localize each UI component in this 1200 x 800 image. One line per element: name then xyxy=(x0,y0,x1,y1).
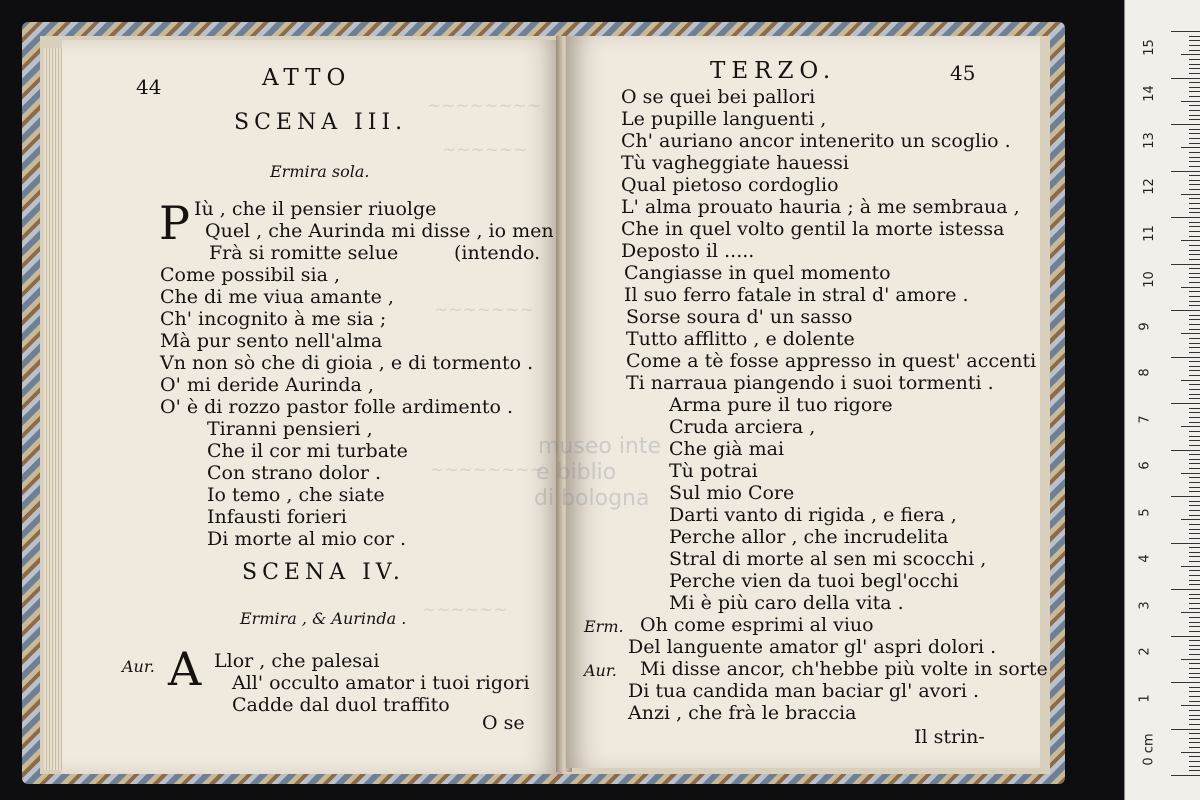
ruler-tick xyxy=(1189,645,1200,646)
ruler-tick xyxy=(1189,301,1200,302)
ruler-tick xyxy=(1189,594,1200,595)
ruler-tick xyxy=(1181,147,1200,148)
watermark-line: museo inte xyxy=(538,434,662,459)
verse-line: Cangiasse in quel momento xyxy=(624,262,891,284)
ruler-tick xyxy=(1189,626,1200,627)
ruler-tick xyxy=(1189,189,1200,190)
ruler-tick xyxy=(1189,445,1200,446)
verse-line: Perche allor , che incrudelita xyxy=(669,526,949,548)
ruler-tick xyxy=(1189,82,1200,83)
ruler-tick xyxy=(1189,394,1200,395)
ruler-tick xyxy=(1189,236,1200,237)
ruler-number: 3 xyxy=(1137,601,1153,610)
ruler-tick xyxy=(1189,91,1200,92)
ruler-tick xyxy=(1189,105,1200,106)
ruler-tick xyxy=(1189,431,1200,432)
ruler-tick xyxy=(1181,426,1200,427)
measuring-ruler xyxy=(1124,0,1200,800)
ruler-tick xyxy=(1189,343,1200,344)
verse-line: Qual pietoso cordoglio xyxy=(621,174,839,196)
catchword: O se xyxy=(482,712,525,734)
verse-line: Le pupille languenti , xyxy=(621,108,827,130)
ruler-tick xyxy=(1189,68,1200,69)
ruler-tick xyxy=(1189,347,1200,348)
ruler-tick xyxy=(1189,180,1200,181)
speaker-note: Ermira sola. xyxy=(270,162,370,181)
ruler-tick xyxy=(1189,361,1200,362)
ruler-tick xyxy=(1189,254,1200,255)
ruler-tick xyxy=(1171,775,1200,776)
verse-line: Cruda arciera , xyxy=(669,416,816,438)
ruler-tick xyxy=(1189,770,1200,771)
ruler-tick xyxy=(1189,603,1200,604)
ruler-tick xyxy=(1189,324,1200,325)
verse-line: O' è di rozzo pastor folle ardimento . xyxy=(160,396,514,418)
scene-title: SCENA IV. xyxy=(242,560,405,585)
verse-line: Ch' incognito à me sia ; xyxy=(160,308,387,330)
ruler-tick xyxy=(1189,175,1200,176)
verse-line: Iù , che il pensier riuolge xyxy=(194,198,437,220)
ruler-tick xyxy=(1189,110,1200,111)
ruler-tick xyxy=(1189,212,1200,213)
ruler-tick xyxy=(1189,673,1200,674)
verse-line: Come possibil sia , xyxy=(160,264,341,286)
speaker-abbr: Aur. xyxy=(122,657,155,676)
ruler-tick xyxy=(1189,552,1200,553)
ruler-tick xyxy=(1181,473,1200,474)
ruler-tick xyxy=(1189,96,1200,97)
verse-line: Mà pur sento nell'alma xyxy=(160,330,383,352)
ruler-tick xyxy=(1181,194,1200,195)
verse-line: Come a tè fosse appresso in quest' accenti xyxy=(626,350,1037,372)
verse-line: Infausti forieri xyxy=(207,506,347,528)
ruler-tick xyxy=(1181,380,1200,381)
verse-line: Quel , che Aurinda mi disse , io men xyxy=(205,220,554,242)
ruler-tick xyxy=(1189,701,1200,702)
ruler-tick xyxy=(1189,222,1200,223)
ruler-tick xyxy=(1189,742,1200,743)
ruler-tick xyxy=(1181,566,1200,567)
ruler-tick xyxy=(1189,389,1200,390)
verse-line: Llor , che palesai xyxy=(214,650,380,672)
verse-line: Che di me viua amante , xyxy=(160,286,394,308)
ruler-tick xyxy=(1189,73,1200,74)
ruler-tick xyxy=(1181,101,1200,102)
ruler-tick xyxy=(1189,208,1200,209)
verse-line: Del languente amator gl' aspri dolori . xyxy=(628,636,997,658)
ruler-tick xyxy=(1181,287,1200,288)
ruler-tick xyxy=(1171,124,1200,125)
ruler-tick xyxy=(1171,78,1200,79)
ruler-tick xyxy=(1189,761,1200,762)
ruler-tick xyxy=(1189,45,1200,46)
ruler-tick xyxy=(1189,375,1200,376)
ruler-tick xyxy=(1189,570,1200,571)
watermark-line: e biblio xyxy=(536,460,617,485)
ruler-tick xyxy=(1189,282,1200,283)
ruler-tick xyxy=(1189,268,1200,269)
ruler-tick xyxy=(1181,333,1200,334)
ruler-tick xyxy=(1189,319,1200,320)
ruler-tick xyxy=(1189,677,1200,678)
ruler-tick xyxy=(1171,543,1200,544)
ruler-tick xyxy=(1189,584,1200,585)
verse-line: Anzi , che frà le braccia xyxy=(628,702,857,724)
verse-line: Che in quel volto gentil la morte istessa xyxy=(621,218,1005,240)
verse-line: O se quei bei pallori xyxy=(621,86,816,108)
ruler-number: 15 xyxy=(1141,39,1157,56)
ruler-tick xyxy=(1189,468,1200,469)
ruler-tick xyxy=(1189,482,1200,483)
ruler-tick xyxy=(1181,705,1200,706)
verse-line: Mi disse ancor, ch'hebbe più volte in sorte xyxy=(640,658,1048,680)
ruler-tick xyxy=(1189,538,1200,539)
verse-line: Tiranni pensieri , xyxy=(207,418,373,440)
ruler-number: 1 xyxy=(1137,694,1153,703)
ruler-tick xyxy=(1189,510,1200,511)
ruler-tick xyxy=(1189,231,1200,232)
ruler-tick xyxy=(1189,166,1200,167)
verse-line: Vn non sò che di gioia , e di tormento . xyxy=(160,352,534,374)
ruler-tick xyxy=(1189,384,1200,385)
ruler-tick xyxy=(1189,561,1200,562)
ruler-tick xyxy=(1189,668,1200,669)
verse-line: Ti narraua piangendo i suoi tormenti . xyxy=(626,372,994,394)
verse-line: Deposto il ..... xyxy=(621,240,755,262)
ruler-tick xyxy=(1189,649,1200,650)
ruler-tick xyxy=(1189,296,1200,297)
ruler-tick xyxy=(1189,598,1200,599)
ruler-tick xyxy=(1181,659,1200,660)
verse-line: Oh come esprimi al viuo xyxy=(640,614,874,636)
ruler-tick xyxy=(1171,171,1200,172)
verse-line: O' mi deride Aurinda , xyxy=(160,374,374,396)
ruler-tick xyxy=(1189,157,1200,158)
ruler-tick xyxy=(1171,31,1200,32)
verse-line: Di morte al mio cor . xyxy=(207,528,407,550)
ruler-tick xyxy=(1171,403,1200,404)
ruler-tick xyxy=(1189,315,1200,316)
verse-line: Ch' auriano ancor intenerito un scoglio . xyxy=(621,130,1011,152)
verse-line: Che il cor mi turbate xyxy=(207,440,408,462)
ruler-tick xyxy=(1189,129,1200,130)
verse-line: Con strano dolor . xyxy=(207,462,382,484)
ruler-tick xyxy=(1189,696,1200,697)
ruler-tick xyxy=(1189,115,1200,116)
ruler-tick xyxy=(1181,612,1200,613)
ruler-tick xyxy=(1189,138,1200,139)
ruler-tick xyxy=(1189,747,1200,748)
ruler-tick xyxy=(1189,338,1200,339)
running-head-right: TERZO. xyxy=(710,58,837,84)
ruler-tick xyxy=(1171,496,1200,497)
ruler-number: 10 xyxy=(1141,271,1157,288)
ruler-tick xyxy=(1189,161,1200,162)
verse-line: Tù vagheggiate hauessi xyxy=(621,152,849,174)
ruler-number: 4 xyxy=(1137,554,1153,563)
verse-line: Arma pure il tuo rigore xyxy=(669,394,893,416)
ruler-tick xyxy=(1171,450,1200,451)
ruler-tick xyxy=(1181,519,1200,520)
ruler-tick xyxy=(1189,277,1200,278)
ruler-tick xyxy=(1189,524,1200,525)
ruler-tick xyxy=(1171,217,1200,218)
ruler-tick xyxy=(1189,259,1200,260)
ruler-tick xyxy=(1189,398,1200,399)
ruler-tick xyxy=(1189,417,1200,418)
ruler-tick xyxy=(1189,501,1200,502)
verse-line: Che già mai xyxy=(669,438,785,460)
page-number-right: 45 xyxy=(950,61,976,85)
ruler-tick xyxy=(1189,505,1200,506)
ruler-tick xyxy=(1189,756,1200,757)
speaker-abbr: Erm. xyxy=(584,617,624,636)
ruler-tick xyxy=(1189,226,1200,227)
ruler-tick xyxy=(1189,529,1200,530)
left-page: ~~~~~~~~ ~~~~~~ ~~~~~~~ ~~~~~~~~ ~~~~~~ 44 ATTO SCENA III. Ermira sola. P Iù , che il pensier riuolge Quel , che Aurinda mi disse , io men Frà si romitte selue (intendo. Come possibil sia , Che di me viua amante , Ch' incognito à me sia ; Mà pur sento nell'alma Vn non sò che di gioia , e di tormento . O' mi deride Aurinda , O' è di rozzo pastor folle ardimento . Tiranni pensieri , Che il cor mi turbate Con strano dolor . Io temo , che siate Infausti forieri Di morte al mio cor . SCENA IV. Ermira , & Aurinda . Aur. A Llor , che palesai All' occulto amator i tuoi rigori Cadde dal duol traffito O se xyxy=(62,40,562,774)
drop-cap: P xyxy=(159,196,190,250)
ruler-tick xyxy=(1189,133,1200,134)
verse-line: Di tua candida man baciar gl' avori . xyxy=(628,680,980,702)
ruler-tick xyxy=(1189,738,1200,739)
ruler-tick xyxy=(1189,515,1200,516)
running-head-left: ATTO xyxy=(262,65,352,91)
ruler-tick xyxy=(1171,729,1200,730)
ruler-tick xyxy=(1189,719,1200,720)
ruler-tick xyxy=(1189,631,1200,632)
ruler-tick xyxy=(1189,329,1200,330)
ruler-tick xyxy=(1171,357,1200,358)
ruler-tick xyxy=(1189,580,1200,581)
ruler-tick xyxy=(1189,454,1200,455)
ruler-tick xyxy=(1189,291,1200,292)
drop-cap: A xyxy=(168,642,202,696)
ruler-tick xyxy=(1189,733,1200,734)
ruler-tick xyxy=(1189,575,1200,576)
ruler-tick xyxy=(1189,36,1200,37)
ruler-number: 2 xyxy=(1137,647,1153,656)
ruler-tick xyxy=(1189,533,1200,534)
ruler-tick xyxy=(1171,264,1200,265)
speaker-note: Ermira , & Aurinda . xyxy=(240,609,407,628)
ruler-tick xyxy=(1189,352,1200,353)
ruler-tick xyxy=(1189,463,1200,464)
verse-line: (intendo. xyxy=(454,242,541,264)
page-number-left: 44 xyxy=(136,75,162,99)
ruler-tick xyxy=(1189,687,1200,688)
speaker-abbr: Aur. xyxy=(584,661,617,680)
ruler-number: 11 xyxy=(1141,225,1157,242)
ruler-tick xyxy=(1181,54,1200,55)
ruler-tick xyxy=(1189,724,1200,725)
ruler-tick xyxy=(1189,691,1200,692)
ruler-tick xyxy=(1189,556,1200,557)
ruler-tick xyxy=(1189,50,1200,51)
catchword: Il strin- xyxy=(914,726,985,748)
ruler-tick xyxy=(1171,589,1200,590)
verse-line: Cadde dal duol traffito xyxy=(232,694,450,716)
ruler-tick xyxy=(1171,682,1200,683)
ruler-tick xyxy=(1189,440,1200,441)
ruler-tick xyxy=(1189,119,1200,120)
verse-line: Darti vanto di rigida , e fiera , xyxy=(669,504,957,526)
ruler-tick xyxy=(1189,491,1200,492)
ruler-tick xyxy=(1189,547,1200,548)
ruler-tick xyxy=(1189,203,1200,204)
ruler-tick xyxy=(1189,477,1200,478)
ruler-tick xyxy=(1189,766,1200,767)
ruler-tick xyxy=(1189,366,1200,367)
ruler-tick xyxy=(1189,250,1200,251)
scene-title: SCENA III. xyxy=(234,110,408,135)
verse-line: Sorse soura d' un sasso xyxy=(626,306,853,328)
ruler-tick xyxy=(1171,310,1200,311)
ruler-number: 7 xyxy=(1137,415,1153,424)
ruler-tick xyxy=(1189,87,1200,88)
watermark-line: di bologna xyxy=(534,486,650,511)
ruler-number: 0 cm xyxy=(1141,733,1157,766)
verse-line: Stral di morte al sen mi scocchi , xyxy=(669,548,987,570)
ruler-tick xyxy=(1189,663,1200,664)
ruler-tick xyxy=(1189,412,1200,413)
verse-line: Sul mio Core xyxy=(669,482,795,504)
ruler-tick xyxy=(1189,59,1200,60)
ruler-tick xyxy=(1189,715,1200,716)
ruler-tick xyxy=(1189,422,1200,423)
ruler-tick xyxy=(1189,622,1200,623)
ruler-tick xyxy=(1189,370,1200,371)
ruler-number: 14 xyxy=(1141,85,1157,102)
ruler-tick xyxy=(1189,152,1200,153)
ruler-tick xyxy=(1189,198,1200,199)
ruler-number: 8 xyxy=(1137,368,1153,377)
verse-line: Il suo ferro fatale in stral d' amore . xyxy=(624,284,969,306)
ruler-tick xyxy=(1181,240,1200,241)
verse-line: All' occulto amator i tuoi rigori xyxy=(232,672,530,694)
verse-line: Tutto afflitto , e dolente xyxy=(626,328,855,350)
ruler-number: 6 xyxy=(1137,461,1153,470)
ruler-number: 5 xyxy=(1137,508,1153,517)
verse-line: Frà si romitte selue xyxy=(209,242,399,264)
ruler-tick xyxy=(1189,459,1200,460)
ruler-tick xyxy=(1189,143,1200,144)
ruler-number: 9 xyxy=(1137,322,1153,331)
ruler-tick xyxy=(1189,40,1200,41)
ruler-tick xyxy=(1189,608,1200,609)
ruler-tick xyxy=(1189,654,1200,655)
ruler-tick xyxy=(1189,408,1200,409)
ruler-tick xyxy=(1189,436,1200,437)
ruler-tick xyxy=(1189,487,1200,488)
ruler-tick xyxy=(1189,710,1200,711)
ruler-tick xyxy=(1189,305,1200,306)
verse-line: Perche vien da tuoi begl'occhi xyxy=(669,570,959,592)
ruler-number: 13 xyxy=(1141,132,1157,149)
verse-line: Io temo , che siate xyxy=(207,484,385,506)
verse-line: Tù potrai xyxy=(669,460,758,482)
ruler-tick xyxy=(1189,64,1200,65)
ruler-number: 12 xyxy=(1141,178,1157,195)
ruler-tick xyxy=(1189,245,1200,246)
ruler-tick xyxy=(1189,617,1200,618)
ruler-tick xyxy=(1171,636,1200,637)
ruler-tick xyxy=(1189,640,1200,641)
ruler-tick xyxy=(1189,184,1200,185)
ruler-tick xyxy=(1189,273,1200,274)
ruler-tick xyxy=(1181,752,1200,753)
verse-line: L' alma prouato hauria ; à me sembraua , xyxy=(621,196,1020,218)
verse-line: Mi è più caro della vita . xyxy=(669,592,904,614)
right-page xyxy=(534,36,1048,768)
